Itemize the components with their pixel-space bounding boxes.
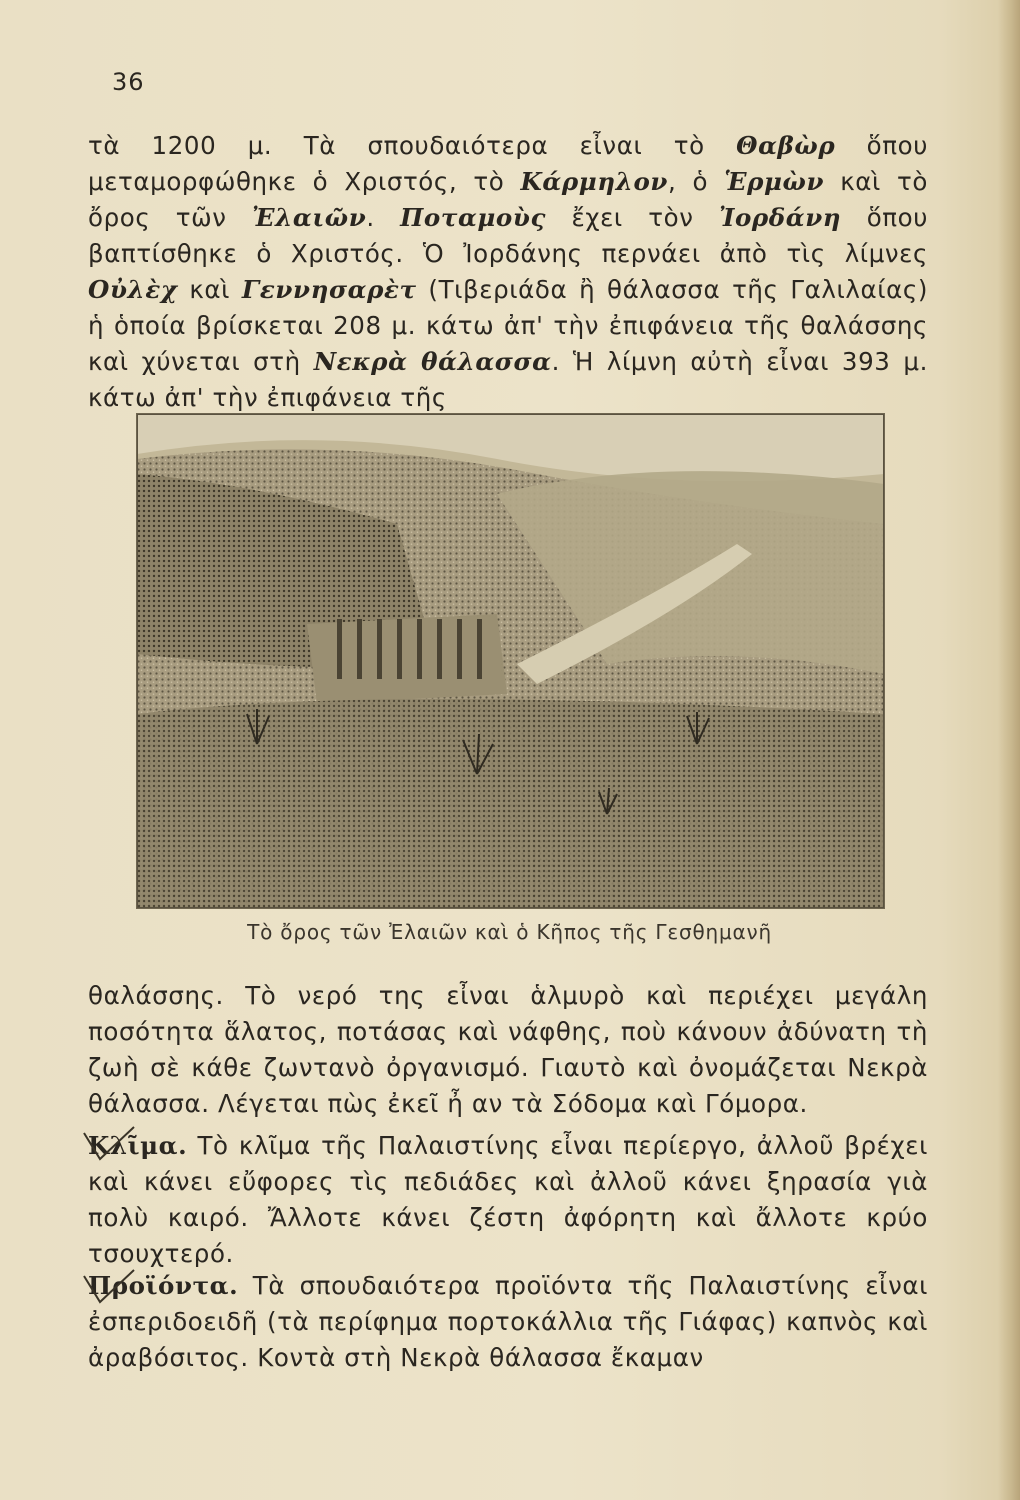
term-hermon: Ἑρμὼν	[724, 167, 825, 196]
paragraph-4: Προϊόντα. Τὰ σπουδαιότερα προϊόντα τῆς Παλαιστίνης εἶναι ἐσπεριδοειδῆ (τὰ περίφημα πορτοκάλλια τῆς Γιάφας) καπνὸς καὶ ἀραβόσιτος. Κοντὰ στὴ Νεκρὰ θάλασσα ἔκαμαν	[88, 1271, 928, 1372]
section-heading-climate: Κλῖμα.	[88, 1131, 188, 1160]
paragraph-2: θαλάσσης. Τὸ νερό της εἶναι ἁλμυρὸ καὶ περιέχει μεγάλη ποσότητα ἅλατος, ποτάσας καὶ νάφθης, ποὺ κάνουν ἀδύνατη τὴ ζωὴ σὲ κάθε ζωντανὸ ὀργανισμό. Γιαυτὸ καὶ ὀνομάζεται Νεκρὰ θάλασσα. Λέγεται πὼς ἐκεῖ ἦ αν τὰ Σόδομα καὶ Γόμορα.	[88, 981, 928, 1118]
term-dead-sea: Νεκρὰ θάλασσα	[313, 347, 552, 376]
term-carmel: Κάρμηλον	[520, 167, 668, 196]
page-edge-shadow	[998, 0, 1020, 1500]
term-olives: Ἐλαιῶν	[252, 203, 367, 232]
photo-mount-of-olives	[136, 413, 885, 909]
term-rivers: Ποταμοὺς	[400, 203, 546, 232]
term-tabor: Θαβὼρ	[736, 131, 836, 160]
paragraph-1: τὰ 1200 μ. Τὰ σπουδαιότερα εἶναι τὸ Θαβὼρ ὅπου μεταμορφώθηκε ὁ Χριστός, τὸ Κάρμηλον, ὁ Ἑρμὼν καὶ τὸ ὄρος τῶν Ἐλαιῶν. Ποταμοὺς ἔχει τὸν Ἰορδάνη ὅπου βαπτίσθηκε ὁ Χριστός. Ὁ Ἰορδάνης περνάει ἀπὸ τὶς λίμνες Οὐλὲχ καὶ Γεννησαρὲτ (Τιβεριάδα ἢ θάλασσα τῆς Γαλιλαίας) ἡ ὁποία βρίσκεται 208 μ. κάτω ἀπ' τὴν ἐπιφάνεια τῆς θαλάσσης καὶ χύνεται στὴ Νεκρὰ θάλασσα. Ἡ λίμνη αὐτὴ εἶναι 393 μ. κάτω ἀπ' τὴν ἐπιφάνεια τῆς	[88, 131, 928, 412]
pen-check-mark	[78, 1268, 138, 1308]
section-heading-products: Προϊόντα.	[88, 1271, 239, 1300]
term-jordan: Ἰορδάνη	[718, 203, 842, 232]
page-number: 36	[112, 68, 145, 96]
pen-check-mark	[78, 1125, 138, 1165]
figure-caption: Τὸ ὄρος τῶν Ἐλαιῶν καὶ ὁ Κῆπος τῆς Γεσθημανῆ	[247, 920, 772, 944]
term-gennesaret: Γεννησαρὲτ	[241, 275, 417, 304]
term-huleh: Οὐλὲχ	[88, 275, 178, 304]
paragraph-3: Κλῖμα. Τὸ κλῖμα τῆς Παλαιστίνης εἶναι περίεργο, ἀλλοῦ βρέχει καὶ κάνει εὔφορες τὶς πεδιάδες καὶ ἀλλοῦ κάνει ξηρασία γιὰ πολὺ καιρό. Ἄλλοτε κάνει ζέστη ἀφόρητη καὶ ἄλλοτε κρύο τσουχτερό.	[88, 1131, 928, 1268]
